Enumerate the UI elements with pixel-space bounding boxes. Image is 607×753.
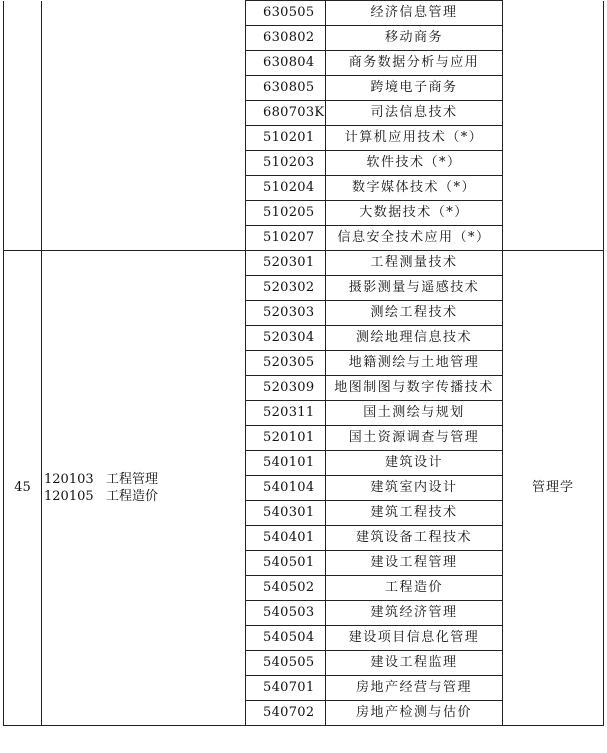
vocational-name-cell: 地籍测绘与土地管理 [326,351,503,376]
vocational-code-cell: 510207 [246,226,326,251]
vocational-code-cell: 520309 [246,376,326,401]
vocational-name-cell: 建设工程管理 [326,551,503,576]
vocational-code-cell: 520304 [246,326,326,351]
major-code: 120103 [44,472,94,487]
vocational-code-cell: 520302 [246,276,326,301]
majors-cell [42,1,246,251]
vocational-code-cell: 540502 [246,576,326,601]
vocational-name-cell: 建设工程监理 [326,651,503,676]
vocational-name-cell: 国土资源调查与管理 [326,426,503,451]
vocational-code-cell: 540104 [246,476,326,501]
vocational-name-cell: 软件技术（*） [326,151,503,176]
vocational-name-cell: 经济信息管理 [326,1,503,26]
vocational-code-cell: 540701 [246,676,326,701]
vocational-name-cell: 数字媒体技术（*） [326,176,503,201]
vocational-name-cell: 建筑经济管理 [326,601,503,626]
vocational-name-cell: 工程测量技术 [326,251,503,276]
vocational-code-cell: 540501 [246,551,326,576]
vocational-code-cell: 540504 [246,626,326,651]
vocational-name-cell: 建筑设备工程技术 [326,526,503,551]
vocational-name-cell: 建筑工程技术 [326,501,503,526]
vocational-name-cell: 地图制图与数字传播技术 [326,376,503,401]
vocational-name-cell: 房地产经营与管理 [326,676,503,701]
vocational-code-cell: 680703K [246,101,326,126]
vocational-code-cell: 520303 [246,301,326,326]
vocational-code-cell: 510201 [246,126,326,151]
vocational-code-cell: 520311 [246,401,326,426]
vocational-name-cell: 移动商务 [326,26,503,51]
category-cell: 管理学 [503,251,604,726]
table-row [4,251,604,276]
vocational-name-cell: 商务数据分析与应用 [326,51,503,76]
vocational-name-cell: 国土测绘与规划 [326,401,503,426]
vocational-code-cell: 510205 [246,201,326,226]
major-name: 工程造价 [106,489,159,504]
vocational-name-cell: 信息安全技术应用（*） [326,226,503,251]
vocational-code-cell: 520301 [246,251,326,276]
vocational-name-cell: 大数据技术（*） [326,201,503,226]
vocational-name-cell: 建筑室内设计 [326,476,503,501]
vocational-code-cell: 630802 [246,26,326,51]
vocational-name-cell: 计算机应用技术（*） [326,126,503,151]
vocational-code-cell: 520101 [246,426,326,451]
index-cell [4,1,42,251]
table-body [4,1,604,726]
table-row [4,1,604,26]
vocational-code-cell: 540505 [246,651,326,676]
vocational-code-cell: 540101 [246,451,326,476]
vocational-name-cell: 工程造价 [326,576,503,601]
major-code: 120105 [44,489,94,504]
major-correspondence-table [3,0,604,726]
vocational-code-cell: 630505 [246,1,326,26]
vocational-name-cell: 房地产检测与估价 [326,701,503,726]
vocational-code-cell: 630805 [246,76,326,101]
vocational-name-cell: 建筑设计 [326,451,503,476]
vocational-name-cell: 跨境电子商务 [326,76,503,101]
vocational-name-cell: 测绘工程技术 [326,301,503,326]
vocational-code-cell: 510204 [246,176,326,201]
major-entry [44,488,245,505]
major-name: 工程管理 [106,472,159,487]
vocational-code-cell: 630804 [246,51,326,76]
vocational-name-cell: 建设项目信息化管理 [326,626,503,651]
index-cell: 45 [4,251,42,726]
major-entry [44,471,245,488]
vocational-name-cell: 司法信息技术 [326,101,503,126]
category-cell [503,1,604,251]
vocational-code-cell: 540503 [246,601,326,626]
vocational-code-cell: 540301 [246,501,326,526]
vocational-code-cell: 540401 [246,526,326,551]
majors-cell [42,251,246,726]
vocational-name-cell: 摄影测量与遥感技术 [326,276,503,301]
vocational-name-cell: 测绘地理信息技术 [326,326,503,351]
vocational-code-cell: 510203 [246,151,326,176]
vocational-code-cell: 520305 [246,351,326,376]
vocational-code-cell: 540702 [246,701,326,726]
